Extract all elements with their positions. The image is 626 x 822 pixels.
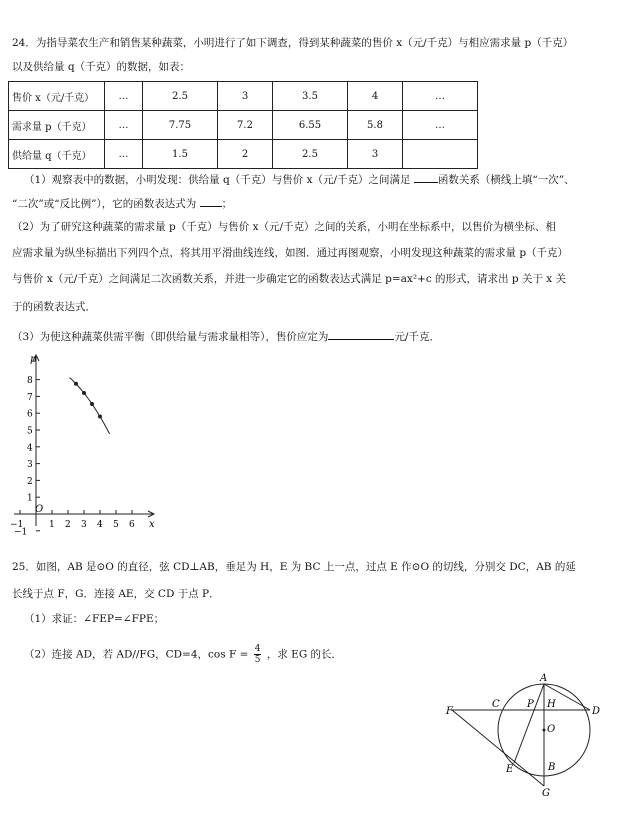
- y-tick-label: 3: [27, 460, 33, 471]
- label-g: G: [542, 788, 550, 799]
- table-cell: 7.2: [218, 111, 273, 140]
- table-cell: …: [403, 82, 478, 111]
- table-header-cell: 售价 x（元/千克）: [9, 82, 105, 111]
- circle-geometry-figure: [440, 670, 610, 800]
- x-tick-label: 6: [129, 520, 135, 530]
- y-tick-label: 2: [27, 476, 33, 487]
- x-tick-label: 1: [49, 520, 55, 530]
- answer-blank[interactable]: [328, 328, 394, 340]
- y-tick-label: 5: [27, 426, 33, 437]
- table-cell: 3: [218, 82, 273, 111]
- q24-part2-line3: 与售价 x（元/千克）之间满足二次函数关系，并进一步确定它的函数表达式满足 p=ax²+c 的形式，请求出 p 关于 x 关: [12, 273, 567, 285]
- table-cell: 1.5: [143, 140, 218, 169]
- table-cell: 3: [348, 140, 403, 169]
- x-tick-label: 4: [97, 520, 103, 530]
- q24-part3-line: [12, 328, 440, 344]
- table-cell: …: [105, 111, 143, 140]
- q24-part1-line2: [12, 195, 232, 211]
- answer-blank[interactable]: [200, 195, 222, 207]
- q24-part1-text-a: （1）观察表中的数据，小明发现：供给量 q（千克）与售价 x（元/千克）之间满足: [24, 174, 411, 186]
- table-cell: 4: [348, 82, 403, 111]
- table-cell: 5.8: [348, 111, 403, 140]
- center-dot: [543, 729, 546, 732]
- q25-part1: （1）求证：∠FEP=∠FPE；: [24, 613, 165, 625]
- q24-part1-text-d: ；: [221, 198, 233, 210]
- y-tick-label: 7: [27, 392, 33, 403]
- x-tick-label: 2: [65, 520, 71, 530]
- y-tick-label: 4: [27, 443, 33, 454]
- q24-part1-line1: [24, 171, 575, 187]
- table-cell: 2.5: [143, 82, 218, 111]
- table-cell: …: [403, 111, 478, 140]
- table-cell: 2.5: [273, 140, 348, 169]
- table-row: [9, 111, 478, 140]
- label-f: F: [446, 706, 453, 717]
- table-cell: [403, 140, 478, 169]
- q24-part2-line2: 应需求量为纵坐标描出下列四个点，将其用平滑曲线连线，如图．通过再图观察，小明发现这种蔬菜的需求量 p（千克）: [12, 247, 569, 259]
- data-point: [90, 402, 94, 406]
- q25-part2-text-a: （2）连接 AD，若 AD//FG，CD=4，cos F =: [24, 648, 249, 661]
- q24-part2-line1: （2）为了研究这种蔬菜的需求量 p（千克）与售价 x（元/千克）之间的关系，小明在坐标系中，以售价为横坐标、相: [12, 221, 557, 233]
- q24-part2-line4: 于的函数表达式．: [12, 301, 96, 313]
- x-tick-label: −1: [10, 520, 24, 530]
- label-a: A: [540, 673, 548, 684]
- y-tick-label: −1: [14, 527, 28, 538]
- table-cell: 7.75: [143, 111, 218, 140]
- q24-part3-text-b: 元/千克．: [394, 331, 440, 343]
- q24-line2: 以及供给量 q（千克）的数据，如表：: [12, 61, 191, 73]
- label-h: H: [547, 699, 556, 710]
- y-tick-label: 8: [27, 376, 33, 387]
- q25-part2-line: [24, 644, 342, 665]
- fraction-numerator: 4: [254, 644, 261, 654]
- line-ae: [514, 684, 544, 763]
- label-c: C: [492, 699, 500, 710]
- x-tick-label: 5: [113, 520, 119, 530]
- label-o: O: [547, 724, 556, 735]
- fraction-denominator: 5: [254, 655, 261, 665]
- data-point: [98, 415, 102, 419]
- origin-label: O: [35, 504, 44, 515]
- label-d: D: [592, 706, 601, 717]
- table-cell: 3.5: [273, 82, 348, 111]
- table-row: [9, 140, 478, 169]
- label-b: B: [548, 762, 556, 773]
- demand-curve: [70, 378, 110, 434]
- table-cell: 2: [218, 140, 273, 169]
- answer-blank[interactable]: [414, 171, 438, 183]
- table-cell: …: [105, 140, 143, 169]
- data-table: [8, 81, 478, 169]
- table-header-cell: 供给量 q（千克）: [9, 140, 105, 169]
- y-tick-label: 1: [27, 493, 33, 504]
- q24-part1-text-b: 函数关系（横线上填“一次”、: [437, 174, 575, 186]
- q24-line1: 24．为指导菜农生产和销售某种蔬菜，小明进行了如下调查，得到某种蔬菜的售价 x（元/千克）与相应需求量 p（千克）: [12, 37, 574, 49]
- q25-line2: 长线于点 F，G．连接 AE，交 CD 于点 P．: [12, 588, 220, 600]
- fraction: [254, 644, 262, 665]
- x-axis-label: x: [149, 519, 155, 530]
- label-p: P: [527, 699, 534, 710]
- label-e: E: [506, 764, 514, 775]
- q24-part3-text-a: （3）为使这种蔬菜供需平衡（即供给量与需求量相等），售价应定为: [12, 331, 329, 343]
- table-cell: …: [105, 82, 143, 111]
- coordinate-graph: [6, 352, 166, 538]
- data-point: [82, 391, 86, 395]
- q25-part2-text-b: ，求 EG 的长．: [266, 648, 343, 661]
- data-point: [74, 382, 78, 386]
- y-axis-label: p: [30, 354, 37, 365]
- y-tick-label: 6: [27, 409, 33, 420]
- table-header-cell: 需求量 p（千克）: [9, 111, 105, 140]
- q25-line1: 25．如图，AB 是⊙O 的直径，弦 CD⊥AB，垂足为 H，E 为 BC 上一点，过点 E 作⊙O 的切线，分别交 DC，AB 的延: [12, 561, 576, 573]
- table-cell: 6.55: [273, 111, 348, 140]
- q24-part1-text-c: “二次”或“反比例”），它的函数表达式为: [12, 198, 197, 210]
- table-row: [9, 82, 478, 111]
- x-tick-label: 3: [81, 520, 87, 530]
